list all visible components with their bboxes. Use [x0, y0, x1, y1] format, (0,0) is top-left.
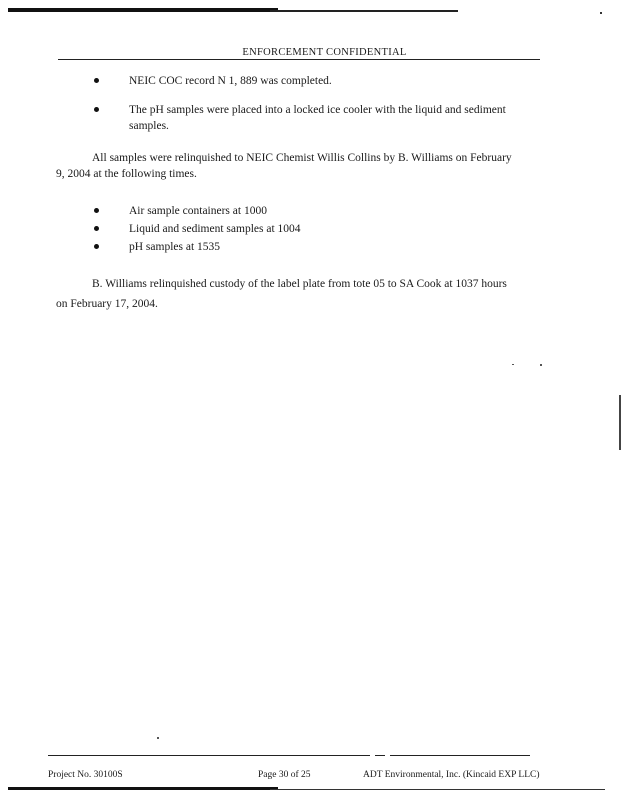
footer-company: ADT Environmental, Inc. (Kincaid EXP LLC): [363, 770, 540, 780]
footer-rule: [375, 755, 385, 756]
footer-page-number: Page 30 of 25: [258, 770, 311, 780]
scan-speck: [600, 12, 602, 14]
top-scan-bar-thin: [270, 10, 458, 12]
bullet-dot: [94, 208, 99, 213]
header-rule: [58, 59, 540, 60]
bullet-dot: [94, 107, 99, 112]
paragraph-relinquish-line2: 9, 2004 at the following times.: [56, 168, 197, 180]
bullet-text-coc: NEIC COC record N 1, 889 was completed.: [129, 75, 332, 87]
bullet-dot: [94, 244, 99, 249]
bottom-scan-bar-thin: [270, 789, 605, 790]
scan-speck: [157, 737, 159, 739]
top-scan-bar: [8, 8, 278, 12]
bullet-dot: [94, 78, 99, 83]
bullet-text-ph: pH samples at 1535: [129, 241, 221, 253]
bullet-text-liquid: Liquid and sediment samples at 1004: [129, 223, 301, 235]
paragraph-relinquish-line1: All samples were relinquished to NEIC Chemist Willis Collins by B. Williams on February: [92, 152, 512, 164]
paragraph-custody-line1: B. Williams relinquished custody of the label plate from tote 05 to SA Cook at 1037 hours: [92, 278, 507, 290]
bullet-text-ph-line2: samples.: [129, 120, 169, 132]
footer-rule: [48, 755, 370, 756]
bullet-text-ph-line1: The pH samples were placed into a locked ice cooler with the liquid and sediment: [129, 104, 506, 116]
scan-speck: [512, 364, 514, 365]
bullet-dot: [94, 226, 99, 231]
footer-project-number: Project No. 30100S: [48, 770, 123, 780]
scan-speck: [540, 364, 542, 366]
scan-margin-mark: [619, 395, 621, 450]
paragraph-custody-line2: on February 17, 2004.: [56, 298, 158, 310]
bottom-scan-bar: [8, 787, 278, 790]
footer-rule: [390, 755, 530, 756]
header-title: ENFORCEMENT CONFIDENTIAL: [242, 47, 407, 58]
bullet-text-air: Air sample containers at 1000: [129, 205, 267, 217]
